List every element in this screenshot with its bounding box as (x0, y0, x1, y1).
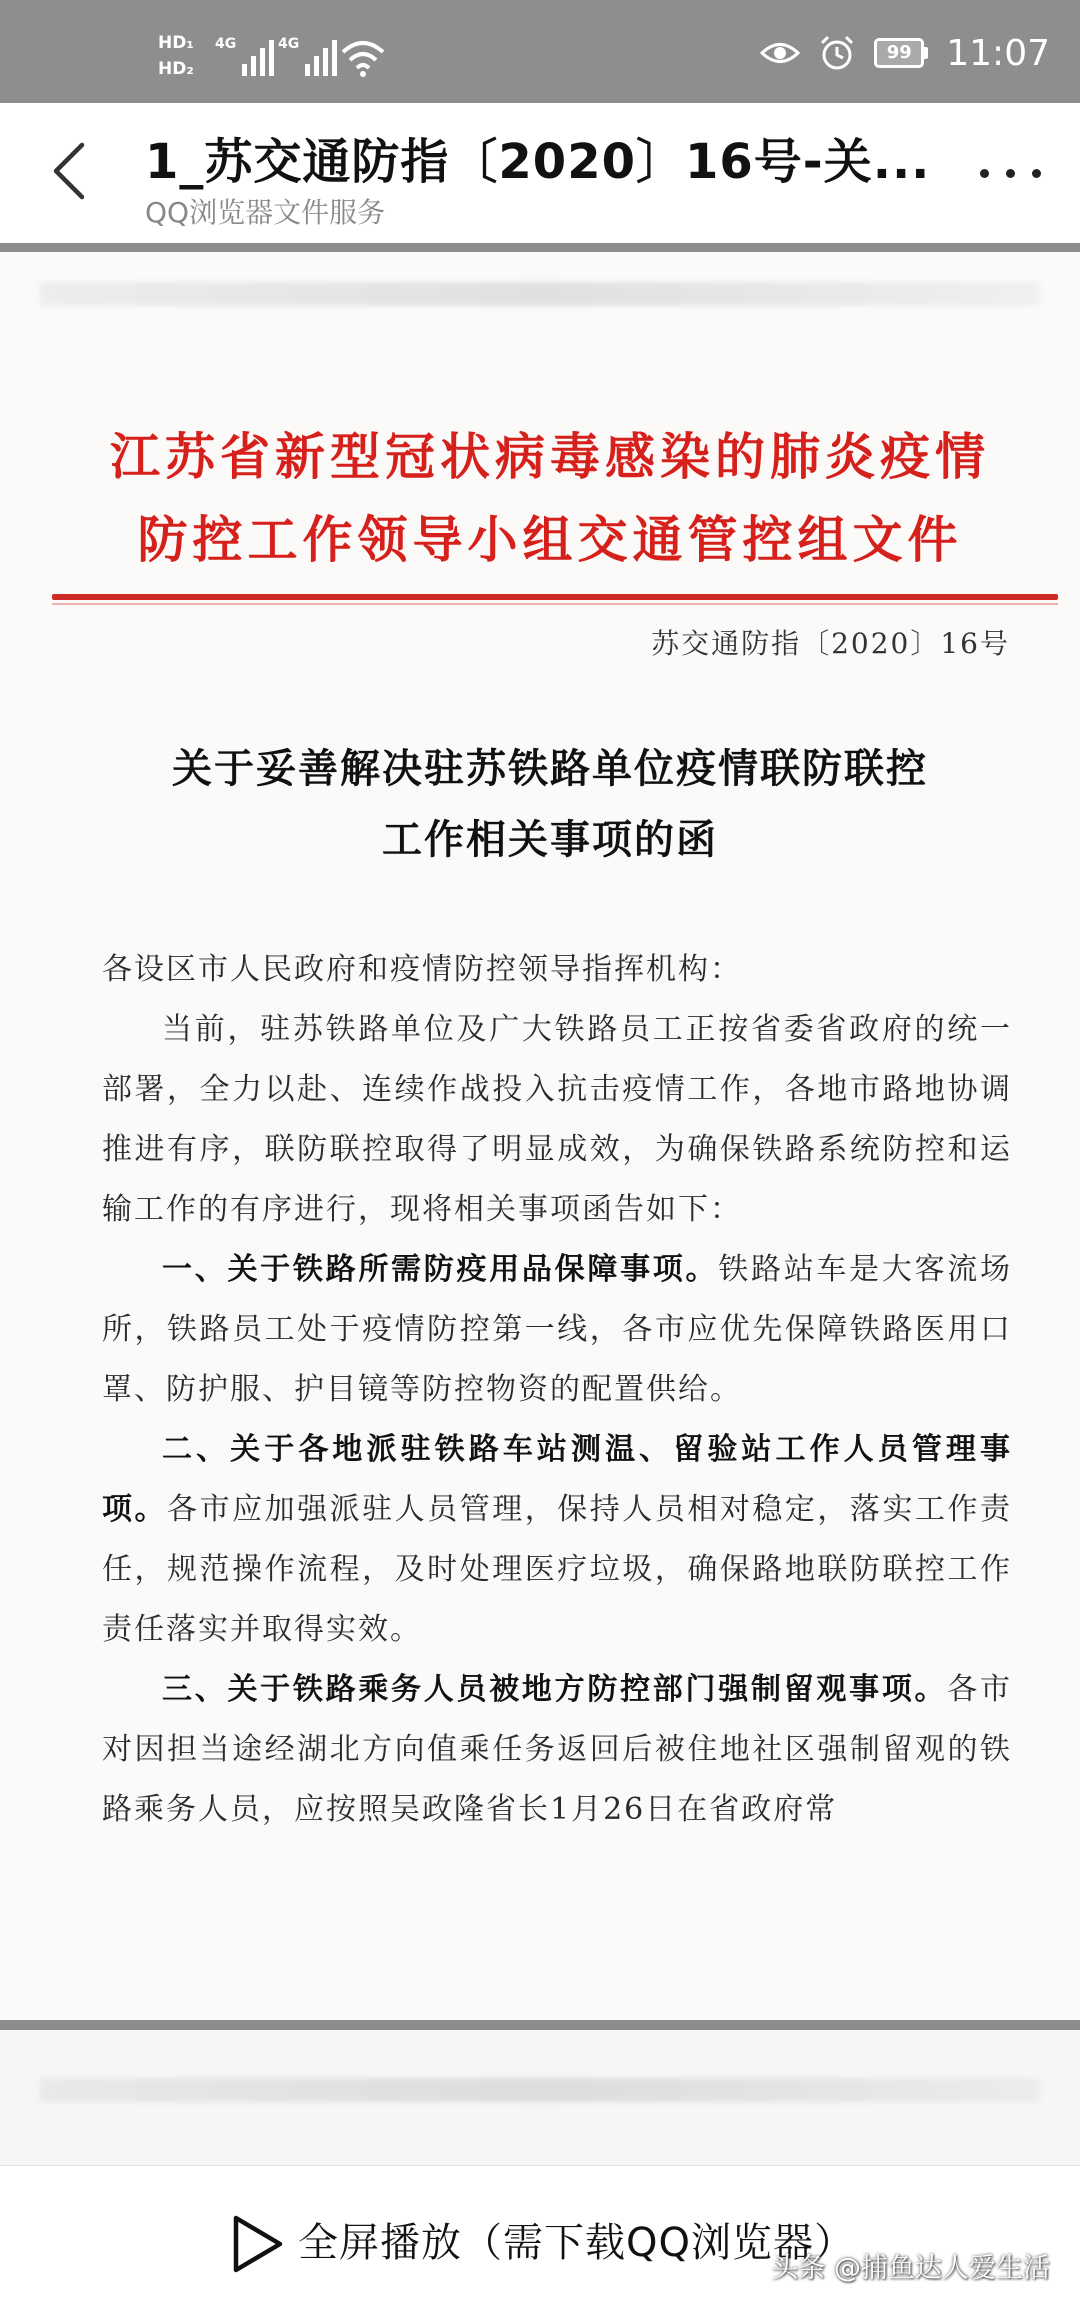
hd2-label: HD₂ (158, 59, 194, 79)
battery-level: 99 (874, 38, 924, 68)
document-page[interactable] (0, 252, 1080, 2020)
fullscreen-play-button[interactable]: 全屏播放（需下载QQ浏览器） (298, 2220, 855, 2266)
document-number: 苏交通防指〔2020〕16号 (651, 627, 1010, 660)
net2-label: 4G (278, 36, 300, 52)
play-icon[interactable] (228, 2212, 286, 2276)
document-title: 1_苏交通防指〔2020〕16号-关... (145, 134, 931, 190)
paragraph-item-1 (102, 1240, 1012, 1420)
status-bar (0, 0, 1080, 103)
signal-icon-sim1 (215, 36, 274, 76)
item-3-heading: 三、关于铁路乘务人员被地方防控部门强制留观事项。 (162, 1672, 948, 1707)
page-divider (0, 243, 1080, 252)
issuer-line-1: 江苏省新型冠状病毒感染的肺炎疫情 (110, 427, 990, 486)
watermark: 头条 @捕鱼达人爱生活 (771, 2253, 1050, 2284)
red-header-rule-shadow (52, 603, 1058, 605)
bottom-bar (0, 2165, 1080, 2310)
letter-heading-line-2: 工作相关事项的函 (382, 816, 718, 863)
eye-icon (760, 38, 800, 68)
alarm-icon (818, 34, 856, 72)
hd1-label: HD₁ (158, 33, 194, 53)
paragraph-item-3 (102, 1660, 1012, 1840)
page-divider-bottom (0, 2020, 1080, 2030)
letter-heading-line-1: 关于妥善解决驻苏铁路单位疫情联防联控 (172, 745, 928, 792)
paragraph-item-2 (102, 1420, 1012, 1660)
next-page-preview[interactable] (0, 2030, 1080, 2165)
item-2-body: 各市应加强派驻人员管理，保持人员相对稳定，落实工作责任，规范操作流程，及时处理医疗垃圾，确保路地联防联控工作责任落实并取得实效。 (102, 1492, 1013, 1647)
item-3-body: 各市对因担当途经湖北方向值乘任务返回后被住地社区强制留观的铁路乘务人员，应按照吴政隆省长1月26日在省政府常 (102, 1672, 1013, 1827)
item-1-heading: 一、关于铁路所需防疫用品保障事项。 (162, 1252, 719, 1287)
red-header-rule (52, 594, 1058, 600)
status-right-group (760, 28, 1050, 78)
battery-icon (874, 38, 928, 68)
next-page-bleed (40, 2078, 1040, 2102)
item-2-heading: 二、关于各地派驻铁路车站测温、留验站工作人员管理事项。 (102, 1432, 1012, 1527)
clock: 11:07 (946, 32, 1050, 74)
browser-header (0, 103, 1080, 245)
back-icon[interactable] (40, 131, 100, 211)
salutation: 各设区市人民政府和疫情防控领导指挥机构： (102, 952, 742, 987)
document-source: QQ浏览器文件服务 (145, 196, 386, 229)
issuer-line-2: 防控工作领导小组交通管控组文件 (137, 510, 963, 569)
net1-label: 4G (215, 36, 237, 52)
previous-page-bleed (40, 282, 1040, 306)
signal-icon-sim2 (278, 36, 337, 76)
wifi-icon (340, 38, 386, 78)
paragraph-intro: 当前，驻苏铁路单位及广大铁路员工正按省委省政府的统一部署，全力以赴、连续作战投入抗击疫情工作，各地市路地协调推进有序，联防联控取得了明显成效，为确保铁路系统防控和运输工作的有序进行，现将相关事项函告如下： (102, 1012, 1012, 1227)
hd-indicator (158, 30, 218, 92)
more-icon[interactable] (970, 141, 1050, 201)
item-1-body: 铁路站车是大客流场所，铁路员工处于疫情防控第一线，各市应优先保障铁路医用口罩、防护服、护目镜等防控物资的配置供给。 (102, 1252, 1013, 1407)
